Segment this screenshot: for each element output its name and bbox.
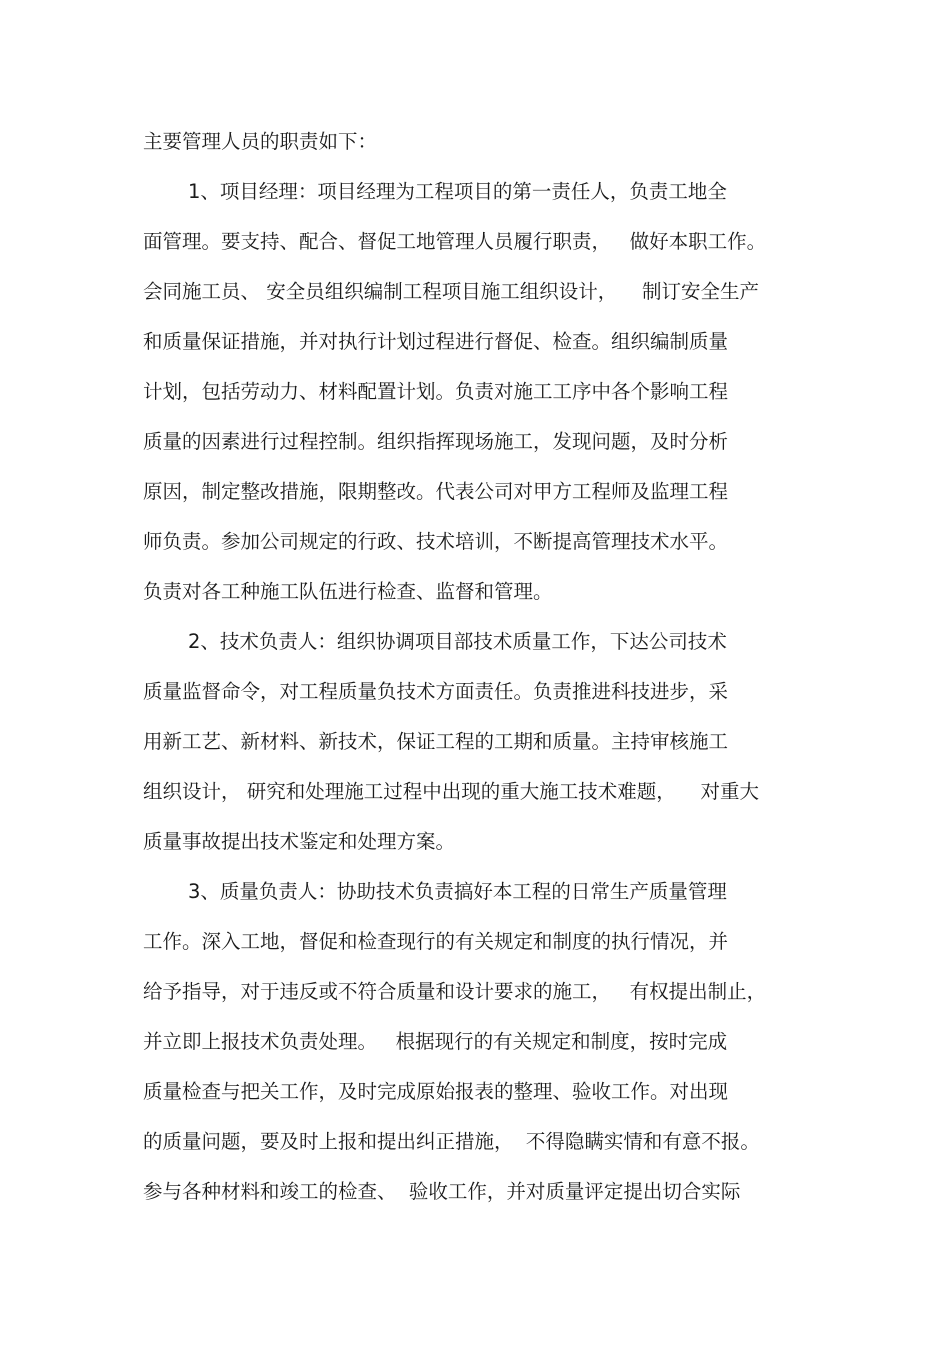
body-line: 组织设计， 研究和处理施工过程中出现的重大施工技术难题， 对重大: [143, 780, 759, 803]
body-line: 工作。深入工地，督促和检查现行的有关规定和制度的执行情况，并: [143, 930, 729, 953]
body-line: 给予指导，对于违反或不符合质量和设计要求的施工， 有权提出制止，: [143, 980, 767, 1003]
body-line: 用新工艺、新材料、新技术，保证工程的工期和质量。主持审核施工: [143, 730, 729, 753]
body-line: 质量的因素进行过程控制。组织指挥现场施工，发现问题，及时分析: [143, 430, 729, 453]
body-line: 的质量问题，要及时上报和提出纠正措施， 不得隐瞒实情和有意不报。: [143, 1130, 760, 1153]
body-line: 参与各种材料和竣工的检查、 验收工作，并对质量评定提出切合实际: [143, 1180, 741, 1203]
document-heading: 主要管理人员的职责如下：: [143, 130, 378, 153]
body-line: 2、技术负责人：组织协调项目部技术质量工作，下达公司技术: [188, 630, 727, 653]
body-line: 3、质量负责人：协助技术负责搞好本工程的日常生产质量管理: [188, 880, 727, 903]
body-line: 面管理。要支持、配合、督促工地管理人员履行职责， 做好本职工作。: [143, 230, 767, 253]
body-line: 质量监督命令，对工程质量负技术方面责任。负责推进科技进步，采: [143, 680, 729, 703]
body-line: 并立即上报技术负责处理。 根据现行的有关规定和制度，按时完成: [143, 1030, 728, 1053]
body-line: 计划，包括劳动力、材料配置计划。负责对施工工序中各个影响工程: [143, 380, 729, 403]
body-line: 负责对各工种施工队伍进行检查、监督和管理。: [143, 580, 553, 603]
body-line: 和质量保证措施，并对执行计划过程进行督促、检查。组织编制质量: [143, 330, 729, 353]
body-line: 师负责。参加公司规定的行政、技术培训，不断提高管理技术水平。: [143, 530, 729, 553]
body-line: 会同施工员、 安全员组织编制工程项目施工组织设计， 制订安全生产: [143, 280, 759, 303]
body-line: 质量检查与把关工作，及时完成原始报表的整理、验收工作。对出现: [143, 1080, 729, 1103]
body-line: 原因，制定整改措施，限期整改。代表公司对甲方工程师及监理工程: [143, 480, 729, 503]
body-line: 质量事故提出技术鉴定和处理方案。: [143, 830, 456, 853]
body-line: 1、项目经理：项目经理为工程项目的第一责任人，负责工地全: [188, 180, 727, 203]
